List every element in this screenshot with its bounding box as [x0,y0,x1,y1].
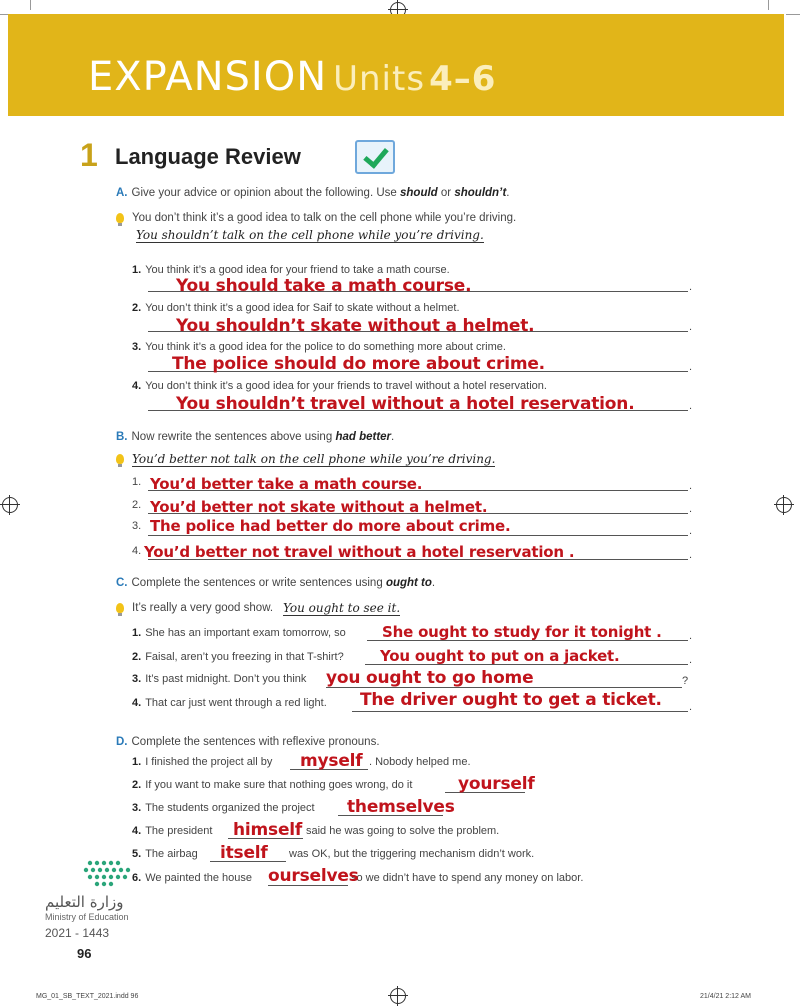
answer-text: myself [300,751,363,771]
prompt-text: The students organized the project [145,802,315,814]
period: . [689,630,693,642]
answer-text: The police had better do more about crime. [150,517,511,535]
item-number: 6. [132,872,142,884]
keyword: shouldn’t [454,187,507,199]
answer-text: You’d better not travel without a hotel reservation . [144,543,575,561]
exercise-prompt [132,302,460,314]
answer-text: himself [233,820,303,840]
prompt-text: That car just went through a red light. [145,697,327,709]
prompt-text: It’s past midnight. Don’t you think [145,673,307,685]
exercise-prompt [132,756,272,768]
example-answer: You shouldn’t talk on the cell phone while you’re driving. [136,228,484,242]
item-number: 4. [132,380,142,392]
banner-title [88,54,496,100]
page-number: 96 [77,946,92,961]
lightbulb-icon [116,213,124,223]
exercise-prompt [132,673,306,685]
period: . [689,400,693,412]
item-number: 4. [132,545,142,557]
instruction-text: . [506,187,510,199]
period: . [689,321,693,333]
item-number: 3. [132,520,142,532]
answer-text: ourselves [268,866,359,886]
answer-text: themselves [347,797,455,817]
part-letter: A. [116,187,128,199]
registration-mark-icon [2,497,18,513]
ministry-logo-icon [80,857,150,897]
answer-text: You’d better not skate without a helmet. [150,498,488,516]
instruction-text: . [431,577,436,589]
section-number: 1 [80,137,98,173]
answer-text: yourself [458,774,535,794]
period: . [689,480,693,492]
item-number: 2. [132,499,142,511]
exercise-prompt [132,802,315,814]
prompt-text: She has an important exam tomorrow, so [145,627,346,639]
banner-units: Units [333,59,426,99]
period: . [689,549,693,561]
period: . [689,281,693,293]
prompt-text: You think it’s a good idea for the police to do something more about crime. [145,341,506,353]
part-d-instruction [116,736,380,748]
answer-text: You shouldn’t travel without a hotel reservation. [176,394,635,414]
answer-text: You should take a math course. [176,276,472,296]
part-c-instruction [116,577,435,589]
crop-mark [768,0,769,10]
exercise-prompt [132,651,344,663]
part-b-instruction [116,431,394,443]
crop-mark [30,0,31,10]
answer-text: The driver ought to get a ticket. [360,690,662,710]
print-file-name: MG_01_SB_TEXT_2021.indd 96 [36,993,139,1000]
item-number: 1. [132,756,142,768]
part-a-instruction [116,187,510,199]
lightbulb-icon [116,603,124,613]
answer-line[interactable] [148,535,688,536]
period: . [689,361,693,373]
exercise-prompt [132,380,547,392]
crop-mark [0,14,8,15]
prompt-text: You don’t think it’s a good idea for your friends to travel without a hotel reservation. [145,380,547,392]
checkbox-check-icon [355,140,395,174]
banner-expansion: EXPANSION [88,54,328,100]
answer-text: You’d better take a math course. [150,475,423,493]
exercise-prompt [132,779,412,791]
prompt-text: Faisal, aren’t you freezing in that T-shirt? [145,651,344,663]
period: . [689,525,693,537]
ministry-name-english: Ministry of Education [45,912,129,922]
instruction-text: Now rewrite the sentences above using [131,431,333,443]
item-number: 5. [132,848,142,860]
answer-text: She ought to study for it tonight . [382,623,662,641]
registration-mark-icon [390,988,406,1004]
prompt-text: You don’t think it’s a good idea for Saif to skate without a helmet. [145,302,460,314]
prompt-text: The airbag [145,848,198,860]
exercise-prompt [132,341,506,353]
prompt-text: The president [145,825,213,837]
exercise-prompt [132,627,346,639]
part-letter: B. [116,431,128,443]
example-answer: You’d better not talk on the cell phone while you’re driving. [132,452,496,466]
item-number: 4. [132,825,142,837]
period: . [689,701,693,713]
part-letter: C. [116,577,128,589]
period: . [689,654,693,666]
answer-text: you ought to go home [326,668,534,688]
prompt-text: was OK, but the triggering mechanism didn’t work. [289,848,535,860]
instruction-text: Give your advice or opinion about the following. Use [131,187,397,199]
item-number: 3. [132,802,142,814]
example-prompt: It’s really a very good show. [132,602,274,614]
item-number: 2. [132,302,142,314]
prompt-text: If you want to make sure that nothing goes wrong, do it [145,779,413,791]
item-number: 4. [132,697,142,709]
prompt-text: said he was going to solve the problem. [306,825,500,837]
answer-text: You shouldn’t skate without a helmet. [176,316,535,336]
item-number: 1. [132,476,142,488]
item-number: 1. [132,264,142,276]
lightbulb-icon [116,454,124,464]
keyword: ought to [385,577,432,589]
item-number: 3. [132,673,142,685]
answer-line[interactable] [352,711,688,712]
item-number: 3. [132,341,142,353]
prompt-text: so we didn’t have to spend any money on labor. [351,872,584,884]
exercise-prompt [132,697,327,709]
item-number: 2. [132,651,142,663]
prompt-text: . Nobody helped me. [369,756,471,768]
prompt-text: You think it’s a good idea for your friend to take a math course. [145,264,450,276]
instruction-text: Complete the sentences with reflexive pronouns. [131,736,380,748]
instruction-text: Complete the sentences or write sentences using [131,577,383,589]
instruction-text: or [440,187,452,199]
prompt-text: I finished the project all by [145,756,273,768]
answer-text: itself [220,843,268,863]
edition-year: 2021 - 1443 [45,926,110,940]
ministry-name-arabic: وزارة التعليم [45,893,124,911]
answer-text: The police should do more about crime. [172,354,545,374]
exercise-prompt [132,872,252,884]
print-timestamp: 21/4/21 2:12 AM [700,993,751,1000]
period: . [689,503,693,515]
keyword: had better [335,431,392,443]
part-letter: D. [116,736,128,748]
example-prompt: You don’t think it’s a good idea to talk on the cell phone while you’re driving. [132,212,517,224]
exercise-prompt [132,264,450,276]
section-title: Language Review [115,144,301,169]
question-mark: ? [682,675,689,687]
keyword: should [400,187,438,199]
example-answer: You ought to see it. [283,601,401,615]
item-number: 1. [132,627,142,639]
answer-text: You ought to put on a jacket. [380,647,620,665]
crop-mark [786,14,800,15]
prompt-text: We painted the house [145,872,253,884]
exercise-prompt [132,825,212,837]
registration-mark-icon [776,497,792,513]
item-number: 2. [132,779,142,791]
banner-range: 4–6 [429,59,497,99]
instruction-text: . [391,431,395,443]
